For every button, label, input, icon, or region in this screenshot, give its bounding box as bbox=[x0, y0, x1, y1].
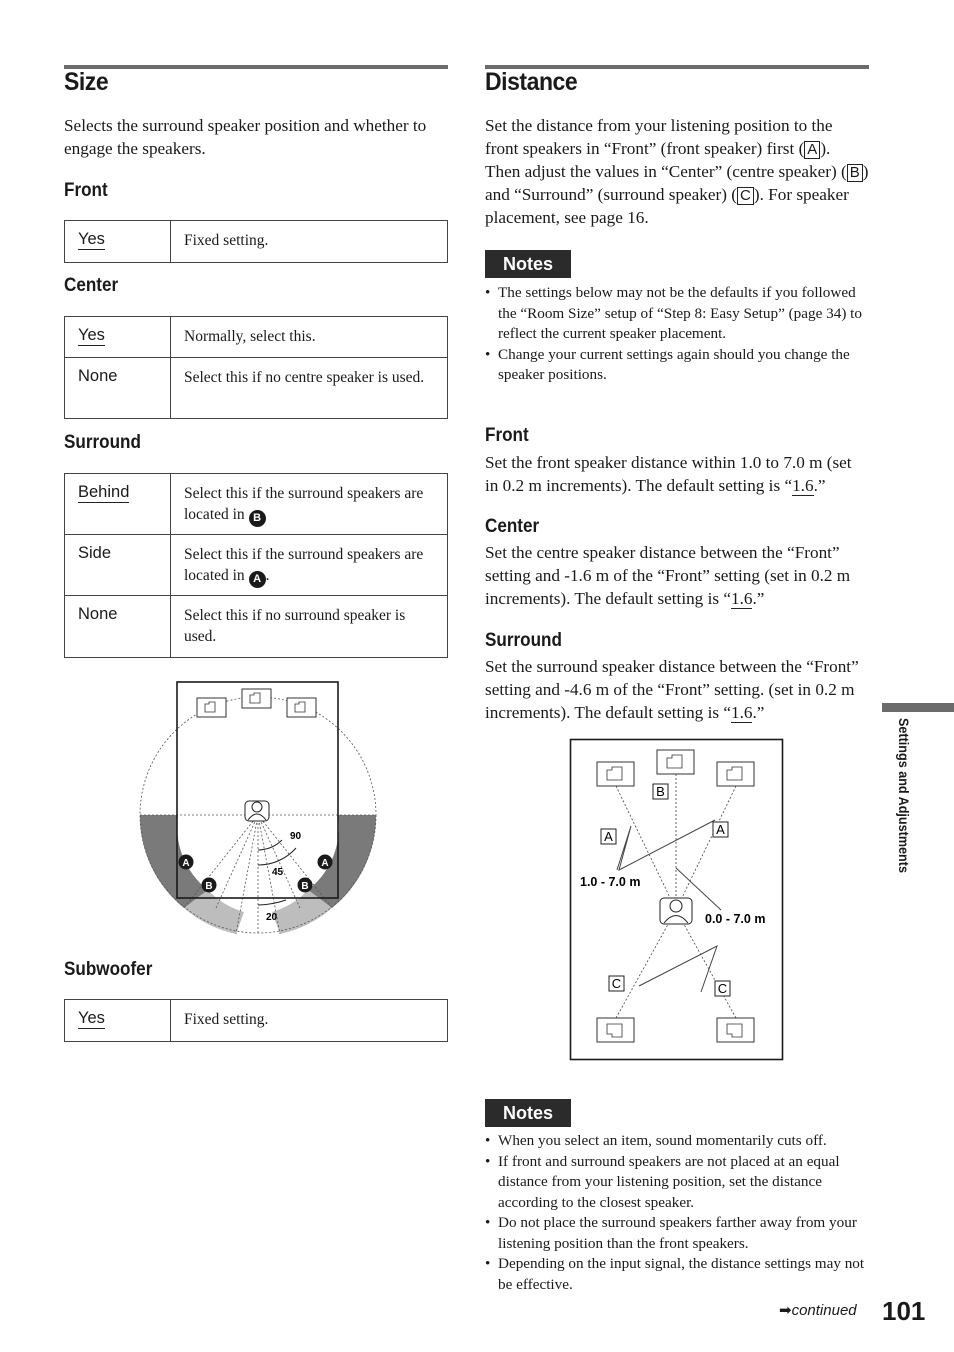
option-value: Select this if no centre speaker is used. bbox=[171, 358, 448, 419]
label-a-right bbox=[713, 822, 728, 837]
distance-center-text: Set the centre speaker distance between the “Front” setting and -1.6 m of the “Front” setting (set in 0.2 m increments). The default setting is “1.6.” bbox=[485, 543, 851, 608]
marker-a-right bbox=[318, 855, 333, 870]
svg-text:A: A bbox=[716, 822, 725, 837]
center-range-label: 0.0 - 7.0 m bbox=[705, 912, 766, 926]
option-value: Normally, select this. bbox=[171, 317, 448, 358]
surround-table bbox=[64, 473, 448, 658]
label-a-left bbox=[601, 829, 616, 844]
chapter-tab bbox=[882, 703, 954, 712]
page-number: 101 bbox=[882, 1296, 926, 1326]
svg-text:A: A bbox=[604, 829, 613, 844]
front-range-label: 1.0 - 7.0 m bbox=[580, 875, 641, 889]
angle-20-label: 20 bbox=[266, 912, 278, 923]
surround-right-speaker bbox=[717, 1018, 754, 1042]
svg-text:A: A bbox=[182, 858, 190, 869]
distance-front-heading: Front bbox=[485, 425, 529, 446]
table-row: Side Select this if the surround speakers are located in A . bbox=[65, 535, 448, 596]
distance-front-text: Set the front speaker distance within 1.0 to 7.0 m (set in 0.2 m increments). The default setting is “1.6.” bbox=[485, 453, 852, 495]
distance-surround-text: Set the surround speaker distance between the “Front” setting and -4.6 m of the “Front” setting. (set in 0.2 m increments). The default setting is “1.6.” bbox=[485, 657, 859, 722]
option-value: Fixed setting. bbox=[171, 221, 448, 263]
angle-90-label: 90 bbox=[290, 831, 302, 842]
marker-b-right bbox=[298, 878, 313, 893]
angle-45-label: 45 bbox=[272, 867, 284, 878]
label-c-right bbox=[715, 981, 730, 996]
option-key: None bbox=[65, 596, 171, 658]
notes-list bbox=[485, 1131, 869, 1295]
distance-intro: Set the distance from your listening position to the front speakers in “Front” (front speaker) first ( A ). Then adjust the values in “Center” (centre speaker) ( B ) and “Surround” (surround speaker) ( C ). For speaker placement, see page 16. bbox=[485, 116, 869, 227]
listener-icon bbox=[660, 898, 692, 924]
svg-text:C: C bbox=[611, 976, 622, 991]
marker-b: B bbox=[249, 510, 266, 527]
front-left-speaker bbox=[197, 698, 226, 717]
center-heading: Center bbox=[64, 275, 119, 296]
table-row bbox=[65, 317, 448, 358]
marker-b-left bbox=[202, 878, 217, 893]
table-row bbox=[65, 221, 448, 263]
marker-a: A bbox=[249, 571, 266, 588]
svg-text:C: C bbox=[717, 981, 728, 996]
front-right-speaker bbox=[717, 762, 754, 786]
size-intro: Selects the surround speaker position and whether to engage the speakers. bbox=[64, 116, 427, 158]
distance-surround-heading: Surround bbox=[485, 630, 562, 651]
list-item: • When you select an item, sound momentarily cuts off. bbox=[485, 1131, 869, 1152]
table-row bbox=[65, 474, 448, 535]
front-table bbox=[64, 220, 448, 263]
listener-icon bbox=[245, 801, 269, 821]
distance-title: Distance bbox=[485, 68, 578, 96]
option-key: Behind bbox=[78, 483, 130, 501]
svg-text:B: B bbox=[656, 784, 665, 799]
svg-text:A: A bbox=[321, 858, 329, 869]
list-item: • If front and surround speakers are not placed at an equal distance from your listening position, set the distance according to the closest speaker. bbox=[485, 1152, 869, 1214]
svg-text:B: B bbox=[205, 881, 213, 892]
option-key: None bbox=[65, 358, 171, 419]
distance-diagram bbox=[569, 738, 785, 1062]
table-row bbox=[65, 1000, 448, 1042]
front-heading: Front bbox=[64, 180, 108, 201]
option-key: Yes bbox=[78, 1009, 105, 1027]
label-b-box: B bbox=[847, 164, 863, 182]
option-value: Fixed setting. bbox=[171, 1000, 448, 1042]
table-row bbox=[65, 596, 448, 658]
option-key: Yes bbox=[78, 230, 105, 248]
surround-left-speaker bbox=[597, 1018, 634, 1042]
marker-a-left bbox=[179, 855, 194, 870]
front-right-speaker bbox=[287, 698, 316, 717]
label-b bbox=[653, 784, 668, 799]
notes-list bbox=[485, 283, 869, 386]
size-title: Size bbox=[64, 68, 109, 96]
notes-badge: Notes bbox=[485, 250, 571, 278]
surround-diagram-overlay bbox=[138, 680, 382, 938]
chapter-label: Settings and Adjustments bbox=[896, 718, 912, 873]
subwoofer-table bbox=[64, 999, 448, 1042]
list-item: • Change your current settings again should you change the speaker positions. bbox=[485, 345, 869, 386]
svg-text:B: B bbox=[301, 881, 309, 892]
subwoofer-heading: Subwoofer bbox=[64, 959, 153, 980]
section-rule bbox=[64, 65, 448, 69]
center-speaker bbox=[242, 689, 271, 708]
center-speaker bbox=[657, 750, 694, 774]
continued-note: ➡continued bbox=[779, 1302, 857, 1319]
arrow-right-icon: ➡ bbox=[779, 1302, 792, 1319]
option-value: Select this if the surround speakers are located in bbox=[184, 546, 424, 584]
table-row bbox=[65, 358, 448, 419]
label-c-box: C bbox=[737, 187, 754, 205]
distance-center-heading: Center bbox=[485, 516, 540, 537]
label-c-left bbox=[609, 976, 624, 991]
center-table bbox=[64, 316, 448, 419]
front-left-speaker bbox=[597, 762, 634, 786]
surround-heading: Surround bbox=[64, 432, 141, 453]
notes-badge: Notes bbox=[485, 1099, 571, 1127]
option-key: Yes bbox=[78, 326, 105, 344]
option-key: Side bbox=[65, 535, 171, 596]
list-item: • The settings below may not be the defaults if you followed the “Room Size” setup of “Step 8: Easy Setup” (page 34) to reflect the current speaker placement. bbox=[485, 283, 869, 345]
option-value: Select this if no surround speaker is used. bbox=[171, 596, 448, 658]
list-item: • Depending on the input signal, the distance settings may not be effective. bbox=[485, 1254, 869, 1295]
list-item: • Do not place the surround speakers farther away from your listening position than the front speakers. bbox=[485, 1213, 869, 1254]
label-a-box: A bbox=[804, 141, 820, 159]
option-value: Select this if the surround speakers are located in bbox=[184, 485, 424, 523]
